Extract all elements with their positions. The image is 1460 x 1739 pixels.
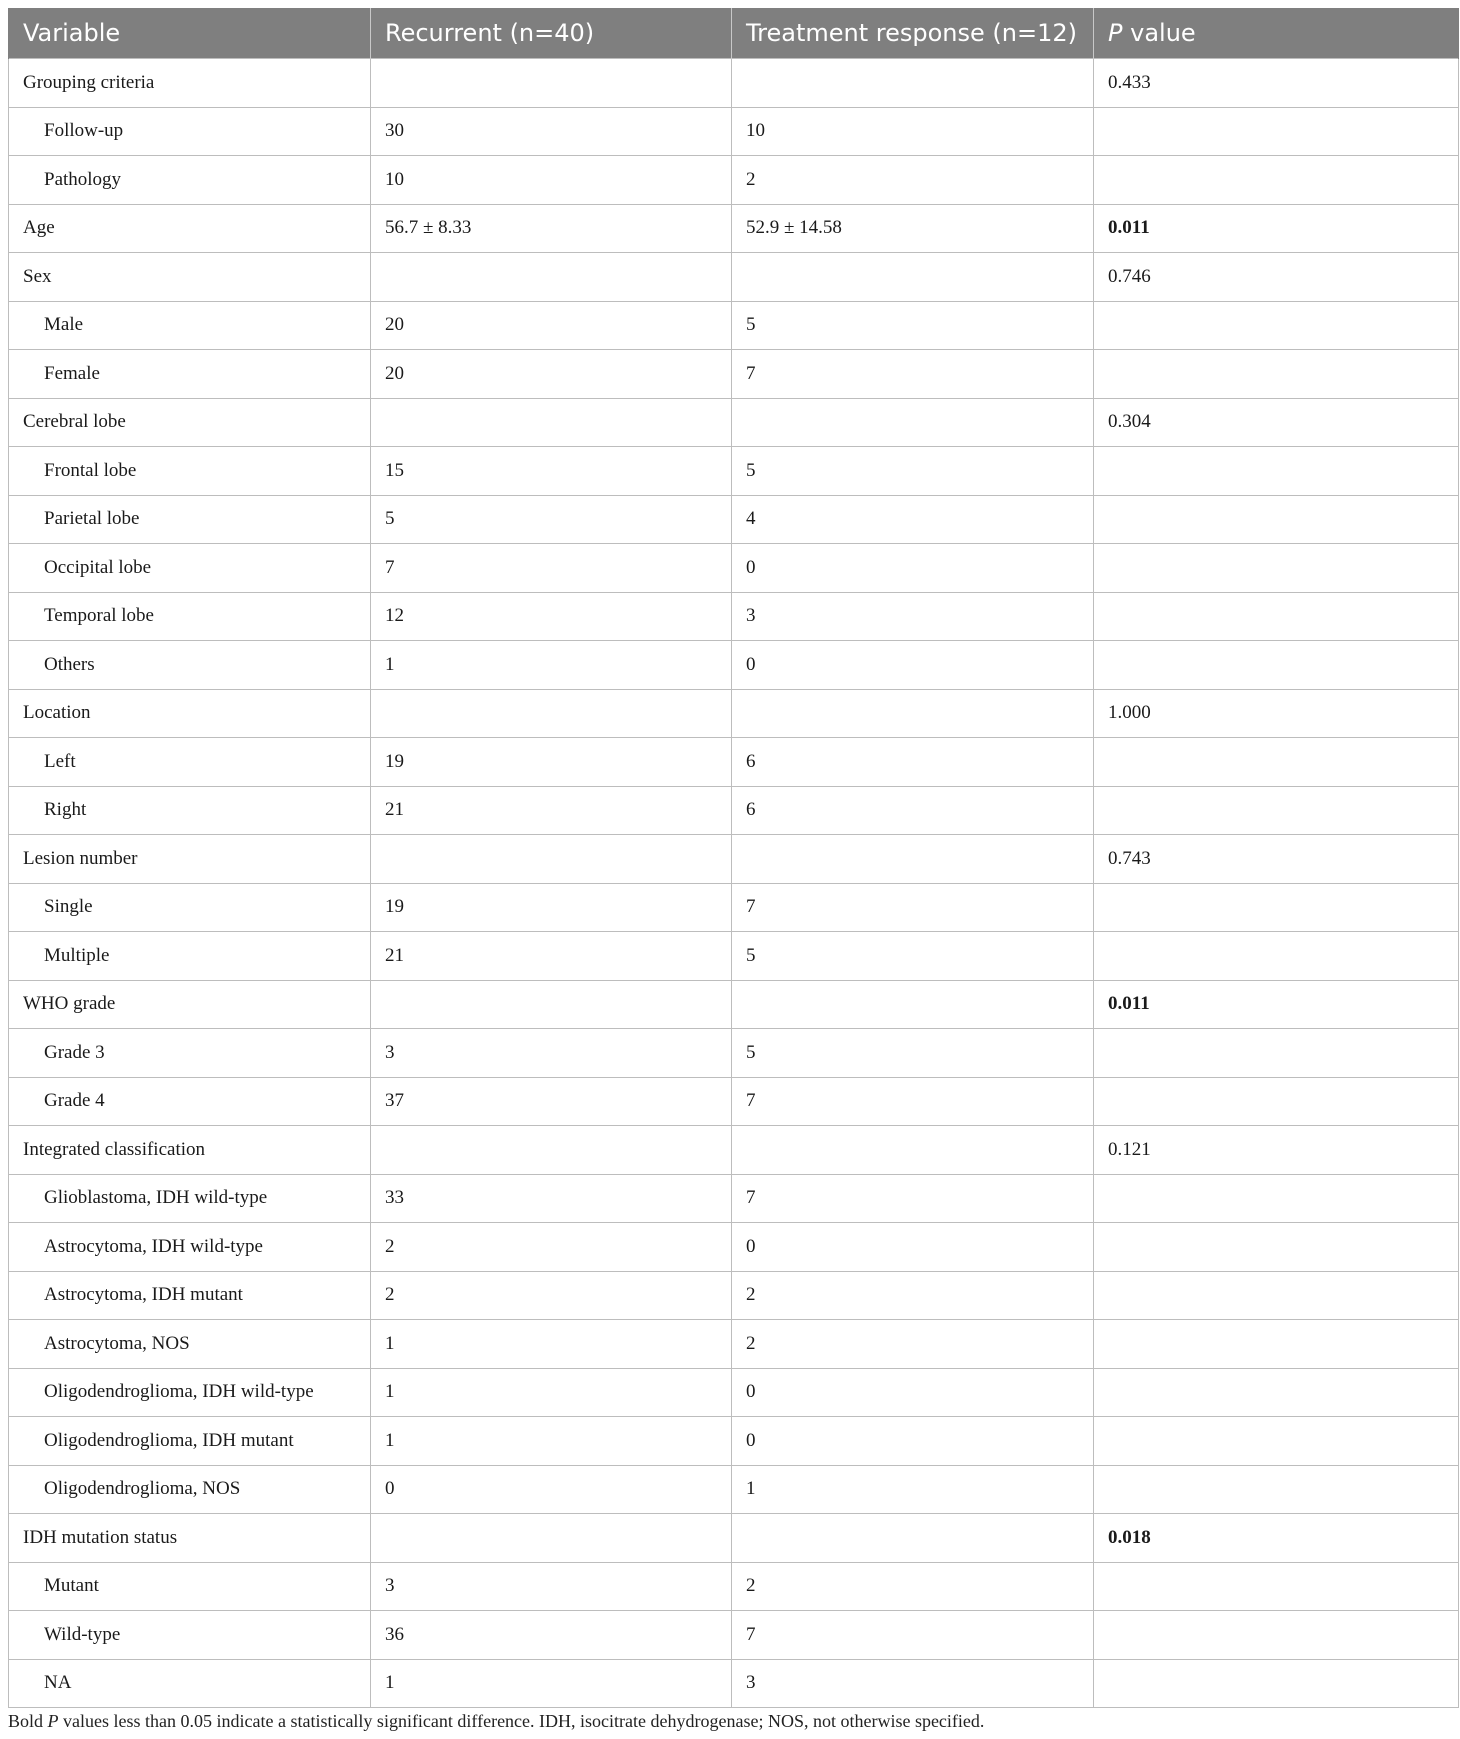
p-value-cell: 0.018 (1094, 1514, 1459, 1563)
variable-cell: Temporal lobe (9, 592, 371, 641)
recurrent-cell (371, 980, 732, 1029)
treatment-response-cell: 2 (732, 1320, 1094, 1369)
recurrent-cell: 15 (371, 447, 732, 496)
treatment-response-cell: 7 (732, 1077, 1094, 1126)
table-footnote (8, 1711, 984, 1732)
treatment-response-cell (732, 1514, 1094, 1563)
treatment-response-cell: 5 (732, 1029, 1094, 1078)
p-value-cell: 1.000 (1094, 689, 1459, 738)
variable-cell: Right (9, 786, 371, 835)
variable-cell: Sex (9, 253, 371, 302)
table-row (9, 59, 1459, 108)
recurrent-cell: 36 (371, 1611, 732, 1660)
variable-cell: IDH mutation status (9, 1514, 371, 1563)
recurrent-cell (371, 253, 732, 302)
p-value-cell: 0.011 (1094, 204, 1459, 253)
p-value-cell (1094, 1320, 1459, 1369)
treatment-response-cell: 10 (732, 107, 1094, 156)
treatment-response-cell (732, 689, 1094, 738)
treatment-response-cell: 0 (732, 641, 1094, 690)
variable-cell: Pathology (9, 156, 371, 205)
table-row (9, 1368, 1459, 1417)
treatment-response-cell (732, 253, 1094, 302)
table-row (9, 398, 1459, 447)
variable-cell: Cerebral lobe (9, 398, 371, 447)
p-value-cell (1094, 1659, 1459, 1708)
variable-cell: Grade 4 (9, 1077, 371, 1126)
table-row (9, 1465, 1459, 1514)
recurrent-cell: 37 (371, 1077, 732, 1126)
p-value-cell: 0.011 (1094, 980, 1459, 1029)
treatment-response-cell: 3 (732, 592, 1094, 641)
recurrent-cell: 2 (371, 1223, 732, 1272)
p-value-cell: 0.121 (1094, 1126, 1459, 1175)
p-value-cell (1094, 350, 1459, 399)
p-value-cell (1094, 1223, 1459, 1272)
table-row (9, 1077, 1459, 1126)
header-variable: Variable (9, 8, 371, 59)
treatment-response-cell: 7 (732, 1174, 1094, 1223)
table-row (9, 932, 1459, 981)
treatment-response-cell: 7 (732, 883, 1094, 932)
treatment-response-cell: 2 (732, 156, 1094, 205)
table-row (9, 980, 1459, 1029)
table-row (9, 1514, 1459, 1563)
variable-cell: Occipital lobe (9, 544, 371, 593)
table-row (9, 1271, 1459, 1320)
variable-cell: Single (9, 883, 371, 932)
variable-cell: Others (9, 641, 371, 690)
variable-cell: Left (9, 738, 371, 787)
treatment-response-cell: 5 (732, 301, 1094, 350)
variable-cell: Glioblastoma, IDH wild-type (9, 1174, 371, 1223)
treatment-response-cell (732, 835, 1094, 884)
recurrent-cell: 1 (371, 641, 732, 690)
treatment-response-cell: 2 (732, 1271, 1094, 1320)
table-row (9, 1562, 1459, 1611)
table-body (9, 59, 1459, 1708)
p-value-cell (1094, 592, 1459, 641)
variable-cell: Multiple (9, 932, 371, 981)
p-value-cell (1094, 1029, 1459, 1078)
recurrent-cell: 3 (371, 1029, 732, 1078)
p-value-cell (1094, 1562, 1459, 1611)
treatment-response-cell (732, 59, 1094, 108)
table-row (9, 544, 1459, 593)
variable-cell: Age (9, 204, 371, 253)
variable-cell: Female (9, 350, 371, 399)
treatment-response-cell (732, 1126, 1094, 1175)
variable-cell: Oligodendroglioma, IDH mutant (9, 1417, 371, 1466)
p-value-cell (1094, 544, 1459, 593)
results-table (8, 8, 1459, 1708)
p-value-cell (1094, 1368, 1459, 1417)
treatment-response-cell: 2 (732, 1562, 1094, 1611)
p-value-cell (1094, 738, 1459, 787)
treatment-response-cell (732, 398, 1094, 447)
treatment-response-cell: 52.9 ± 14.58 (732, 204, 1094, 253)
recurrent-cell (371, 59, 732, 108)
header-row (9, 8, 1459, 59)
footnote-text: values less than 0.05 indicate a statistically significant difference. IDH, isocitrate dehydrogenase; NOS, not otherwise specified. (58, 1711, 985, 1731)
variable-cell: Male (9, 301, 371, 350)
table-header (9, 8, 1459, 59)
recurrent-cell: 56.7 ± 8.33 (371, 204, 732, 253)
recurrent-cell (371, 835, 732, 884)
variable-cell: Frontal lobe (9, 447, 371, 496)
p-value-cell (1094, 107, 1459, 156)
treatment-response-cell: 6 (732, 738, 1094, 787)
recurrent-cell (371, 1126, 732, 1175)
table-row (9, 689, 1459, 738)
variable-cell: Lesion number (9, 835, 371, 884)
footnote-prefix: Bold (8, 1711, 48, 1731)
variable-cell: Grouping criteria (9, 59, 371, 108)
table-row (9, 1320, 1459, 1369)
variable-cell: Wild-type (9, 1611, 371, 1660)
recurrent-cell: 7 (371, 544, 732, 593)
recurrent-cell: 20 (371, 301, 732, 350)
table-row (9, 1174, 1459, 1223)
p-value-cell (1094, 1174, 1459, 1223)
table-row (9, 641, 1459, 690)
variable-cell: Oligodendroglioma, IDH wild-type (9, 1368, 371, 1417)
header-p-italic: P (1108, 19, 1123, 47)
recurrent-cell: 0 (371, 1465, 732, 1514)
recurrent-cell: 19 (371, 738, 732, 787)
table-row (9, 835, 1459, 884)
treatment-response-cell: 5 (732, 447, 1094, 496)
variable-cell: Oligodendroglioma, NOS (9, 1465, 371, 1514)
treatment-response-cell: 0 (732, 1223, 1094, 1272)
table-container (8, 8, 1458, 1708)
treatment-response-cell: 0 (732, 544, 1094, 593)
table-row (9, 883, 1459, 932)
p-value-cell (1094, 1271, 1459, 1320)
variable-cell: NA (9, 1659, 371, 1708)
p-value-cell (1094, 301, 1459, 350)
table-row (9, 204, 1459, 253)
table-row (9, 1223, 1459, 1272)
treatment-response-cell: 5 (732, 932, 1094, 981)
variable-cell: Mutant (9, 1562, 371, 1611)
recurrent-cell: 1 (371, 1368, 732, 1417)
recurrent-cell (371, 398, 732, 447)
table-row (9, 301, 1459, 350)
table-row (9, 350, 1459, 399)
treatment-response-cell: 6 (732, 786, 1094, 835)
p-value-cell (1094, 932, 1459, 981)
treatment-response-cell: 3 (732, 1659, 1094, 1708)
recurrent-cell: 30 (371, 107, 732, 156)
table-row (9, 156, 1459, 205)
table-row (9, 1417, 1459, 1466)
recurrent-cell: 3 (371, 1562, 732, 1611)
header-treatment-response: Treatment response (n=12) (732, 8, 1094, 59)
table-row (9, 786, 1459, 835)
header-recurrent: Recurrent (n=40) (371, 8, 732, 59)
recurrent-cell: 21 (371, 932, 732, 981)
table-row (9, 253, 1459, 302)
p-value-cell (1094, 495, 1459, 544)
p-value-cell (1094, 883, 1459, 932)
variable-cell: Location (9, 689, 371, 738)
table-row (9, 495, 1459, 544)
table-row (9, 1611, 1459, 1660)
footnote-p-italic: P (47, 1711, 59, 1731)
variable-cell: Integrated classification (9, 1126, 371, 1175)
table-row (9, 1029, 1459, 1078)
p-value-cell: 0.304 (1094, 398, 1459, 447)
recurrent-cell: 2 (371, 1271, 732, 1320)
variable-cell: WHO grade (9, 980, 371, 1029)
p-value-cell (1094, 641, 1459, 690)
p-value-cell: 0.433 (1094, 59, 1459, 108)
treatment-response-cell (732, 980, 1094, 1029)
recurrent-cell: 1 (371, 1659, 732, 1708)
variable-cell: Follow-up (9, 107, 371, 156)
p-value-cell: 0.746 (1094, 253, 1459, 302)
table-row (9, 592, 1459, 641)
variable-cell: Astrocytoma, IDH mutant (9, 1271, 371, 1320)
treatment-response-cell: 4 (732, 495, 1094, 544)
recurrent-cell: 12 (371, 592, 732, 641)
p-value-cell (1094, 786, 1459, 835)
recurrent-cell: 1 (371, 1320, 732, 1369)
p-value-cell (1094, 1611, 1459, 1660)
recurrent-cell: 10 (371, 156, 732, 205)
variable-cell: Astrocytoma, NOS (9, 1320, 371, 1369)
p-value-cell (1094, 1465, 1459, 1514)
header-p-rest: value (1122, 19, 1196, 47)
recurrent-cell: 5 (371, 495, 732, 544)
table-row (9, 738, 1459, 787)
p-value-cell: 0.743 (1094, 835, 1459, 884)
table-row (9, 107, 1459, 156)
treatment-response-cell: 7 (732, 1611, 1094, 1660)
variable-cell: Parietal lobe (9, 495, 371, 544)
header-p-value (1094, 8, 1459, 59)
recurrent-cell: 19 (371, 883, 732, 932)
treatment-response-cell: 1 (732, 1465, 1094, 1514)
treatment-response-cell: 7 (732, 350, 1094, 399)
p-value-cell (1094, 156, 1459, 205)
p-value-cell (1094, 447, 1459, 496)
recurrent-cell: 1 (371, 1417, 732, 1466)
p-value-cell (1094, 1417, 1459, 1466)
table-row (9, 1126, 1459, 1175)
p-value-cell (1094, 1077, 1459, 1126)
treatment-response-cell: 0 (732, 1417, 1094, 1466)
recurrent-cell: 21 (371, 786, 732, 835)
table-row (9, 447, 1459, 496)
variable-cell: Grade 3 (9, 1029, 371, 1078)
table-row (9, 1659, 1459, 1708)
recurrent-cell (371, 1514, 732, 1563)
recurrent-cell (371, 689, 732, 738)
treatment-response-cell: 0 (732, 1368, 1094, 1417)
variable-cell: Astrocytoma, IDH wild-type (9, 1223, 371, 1272)
recurrent-cell: 20 (371, 350, 732, 399)
recurrent-cell: 33 (371, 1174, 732, 1223)
